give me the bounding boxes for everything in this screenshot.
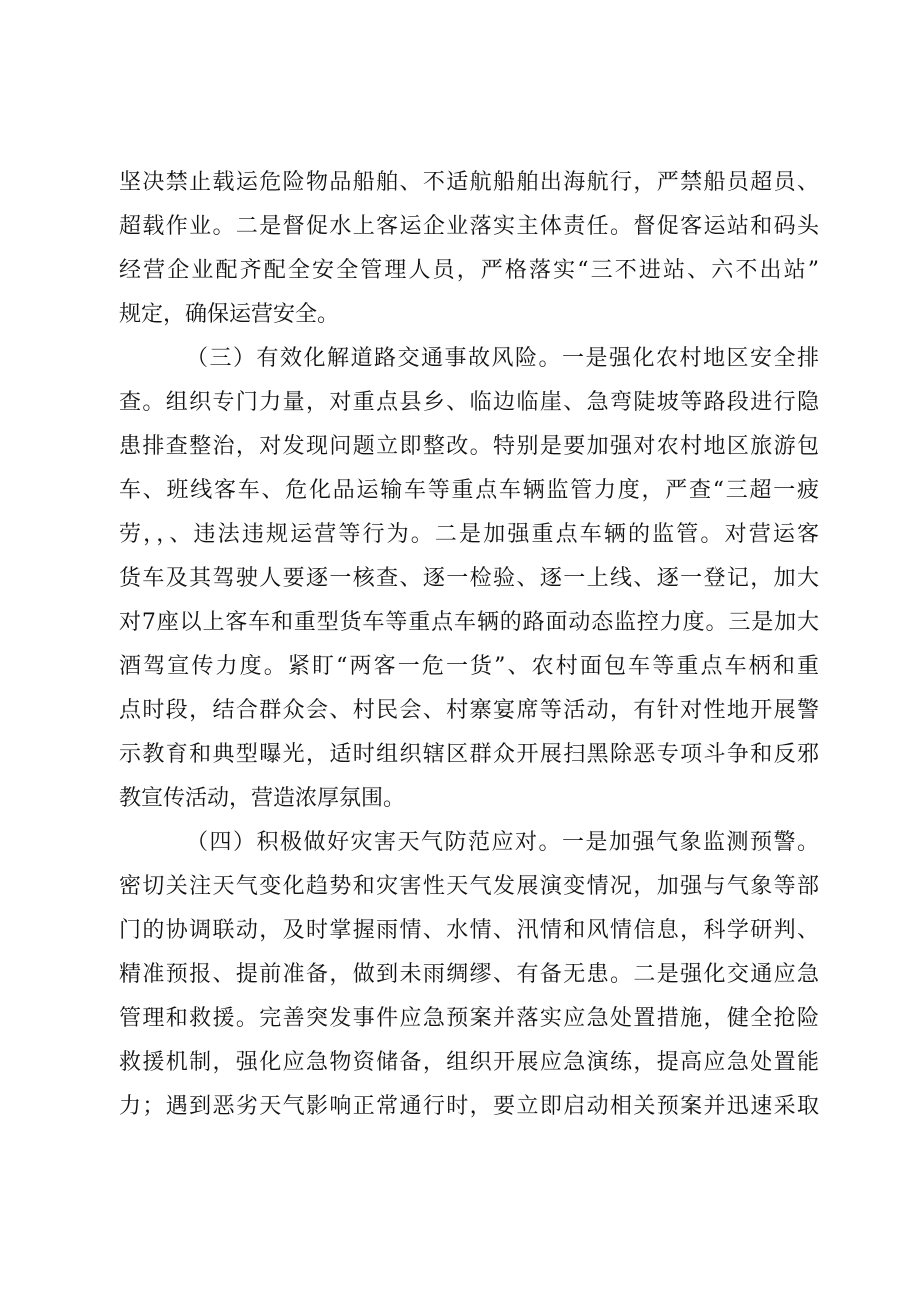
text-line: 患排查整治，对发现问题立即整改。特别是要加强对农村地区旅游包 bbox=[119, 434, 819, 459]
text-line: 车、班线客车、危化品运输车等重点车辆监管力度，严查“三超一疲 bbox=[119, 478, 819, 503]
section-heading-line: （四）积极做好灾害天气防范应对。一是加强气象监测预警。 bbox=[186, 830, 819, 855]
text-line: 力；遇到恶劣天气影响正常通行时，要立即启动相关预案并迅速采取 bbox=[119, 1094, 819, 1119]
text-line: 查。组织专门力量，对重点县乡、临边临崖、急弯陡坡等路段进行隐 bbox=[119, 390, 819, 415]
text-line: 密切关注天气变化趋势和灾害性天气发展演变情况，加强与气象等部 bbox=[119, 874, 819, 899]
section-heading-line: （三）有效化解道路交通事故风险。一是强化农村地区安全排 bbox=[186, 346, 819, 371]
text-line: 点时段，结合群众会、村民会、村寨宴席等活动，有针对性地开展警 bbox=[119, 698, 819, 723]
text-line: 门的协调联动，及时掌握雨情、水情、汛情和风情信息，科学研判、 bbox=[119, 918, 819, 943]
text-line: 示教育和典型曝光，适时组织辖区群众开展扫黑除恶专项斗争和反邪 bbox=[119, 742, 819, 767]
text-line: 救援机制，强化应急物资储备，组织开展应急演练，提高应急处置能 bbox=[119, 1050, 819, 1075]
text-line: 精准预报、提前准备，做到未雨绸缪、有备无患。二是强化交通应急 bbox=[119, 962, 819, 987]
text-line: 货车及其驾驶人要逐一核查、逐一检验、逐一上线、逐一登记，加大 bbox=[119, 566, 819, 591]
text-line: 坚决禁止载运危险物品船舶、不适航船舶出海航行，严禁船员超员、 bbox=[119, 170, 819, 195]
text-line: 规定，确保运营安全。 bbox=[119, 302, 340, 327]
text-line: 超载作业。二是督促水上客运企业落实主体责任。督促客运站和码头 bbox=[119, 214, 819, 239]
text-line: 对7座以上客车和重型货车等重点车辆的路面动态监控力度。三是加大 bbox=[119, 610, 819, 635]
text-line: 管理和救援。完善突发事件应急预案并落实应急处置措施，健全抢险 bbox=[119, 1006, 819, 1031]
text-line: 经营企业配齐配全安全管理人员，严格落实“三不进站、六不出站” bbox=[119, 258, 819, 283]
text-line: 酒驾宣传力度。紧盯“两客一危一货”、农村面包车等重点车柄和重 bbox=[119, 654, 819, 679]
text-line: 劳，，、违法违规运营等行为。二是加强重点车辆的监管。对营运客 bbox=[119, 522, 819, 547]
text-line: 教宣传活动，营造浓厚氛围。 bbox=[119, 786, 406, 811]
